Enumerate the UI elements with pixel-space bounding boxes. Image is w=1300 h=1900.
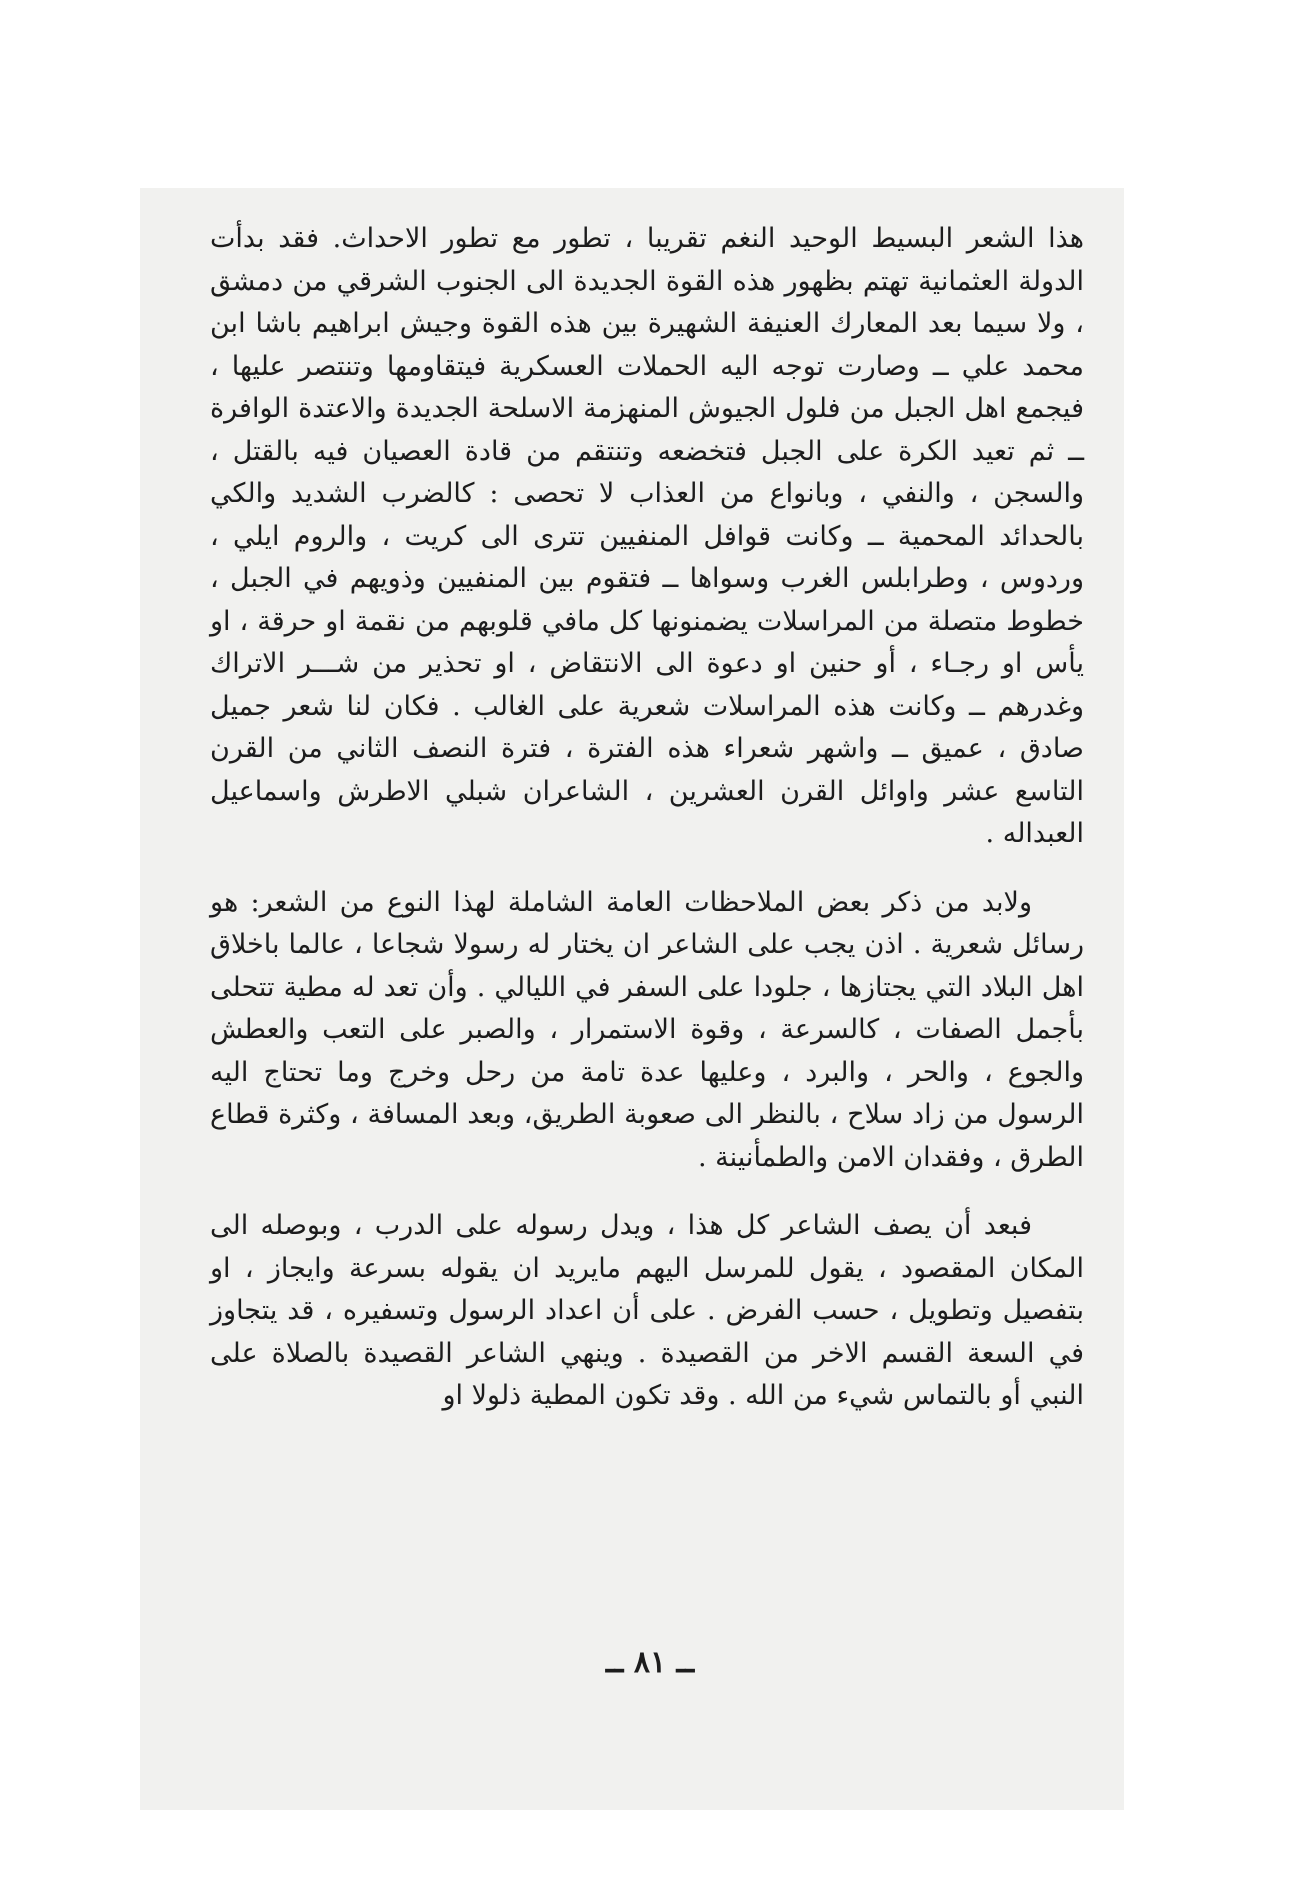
paragraph-3: فبعد أن يصف الشاعر كل هذا ، ويدل رسوله على الدرب ، وبوصله الى المكان المقصود ، يقول للمرسل اليهم مايريد ان يقوله بسرعة وايجاز ، او بتفصيل وتطويل ، حسب الفرض . على أن اعداد الرسول وتسفيره ، قد يتجاوز في السعة القسم الاخر من القصيدة . وينهي الشاعر القصيدة بالصلاة على النبي أو بالتماس شيء من الله . وقد تكون المطية ذلولا او bbox=[210, 1210, 1084, 1411]
body-text bbox=[210, 218, 1084, 1418]
paragraph-1: هذا الشعر البسيط الوحيد النغم تقريبا ، تطور مع تطور الاحداث. فقد بدأت الدولة العثمانية تهتم بظهور هذه القوة الجديدة الى الجنوب الشرقي من دمشق ، ولا سيما بعد المعارك العنيفة الشهيرة بين هذه القوة وجيش ابراهيم باشا ابن محمد علي ــ وصارت توجه اليه الحملات العسكرية فيتقاومها وتنتصر عليها ، فيجمع اهل الجبل من فلول الجيوش المنهزمة الاسلحة الجديدة والاعتدة الوافرة ــ ثم تعيد الكرة على الجبل فتخضعه وتنتقم من قادة العصيان فيه بالقتل ، والسجن ، والنفي ، وبانواع من العذاب لا تحصى : كالضرب الشديد والكي بالحدائد المحمية ــ وكانت قوافل المنفيين تترى الى كريت ، والروم ايلي ، وردوس ، وطرابلس الغرب وسواها ــ فتقوم بين المنفيين وذويهم في الجبل ، خطوط متصلة من المراسلات يضمنونها كل مافي قلوبهم من نقمة او حرقة ، او يأس او رجـاء ، أو حنين او دعوة الى الانتقاض ، او تحذير من شـــر الاتراك وغدرهم ــ وكانت هذه المراسلات شعرية على الغالب . فكان لنا شعر جميل صادق ، عميق ــ واشهر شعراء هذه الفترة ، فترة النصف الثاني من القرن التاسع عشر واوائل القرن العشرين ، الشاعران شبلي الاطرش واسماعيل العبداله . bbox=[210, 223, 1084, 849]
paragraph-2: ولابد من ذكر بعض الملاحظات العامة الشاملة لهذا النوع من الشعر: هو رسائل شعرية . اذن يجب على الشاعر ان يختار له رسولا شجاعا ، عالما باخلاق اهل البلاد التي يجتازها ، جلودا على السفر في الليالي . وأن تعد له مطية تتحلى بأجمل الصفات ، كالسرعة ، وقوة الاستمرار ، والصبر على التعب والعطش والجوع ، والحر ، والبرد ، وعليها عدة تامة من رحل وخرج وما تحتاج اليه الرسول من زاد سلاح ، بالنظر الى صعوبة الطريق، وبعد المسافة ، وكثرة قطاع الطرق ، وفقدان الامن والطمأنينة . bbox=[210, 886, 1084, 1173]
page-number: ــ ٨١ ــ bbox=[605, 1645, 695, 1680]
